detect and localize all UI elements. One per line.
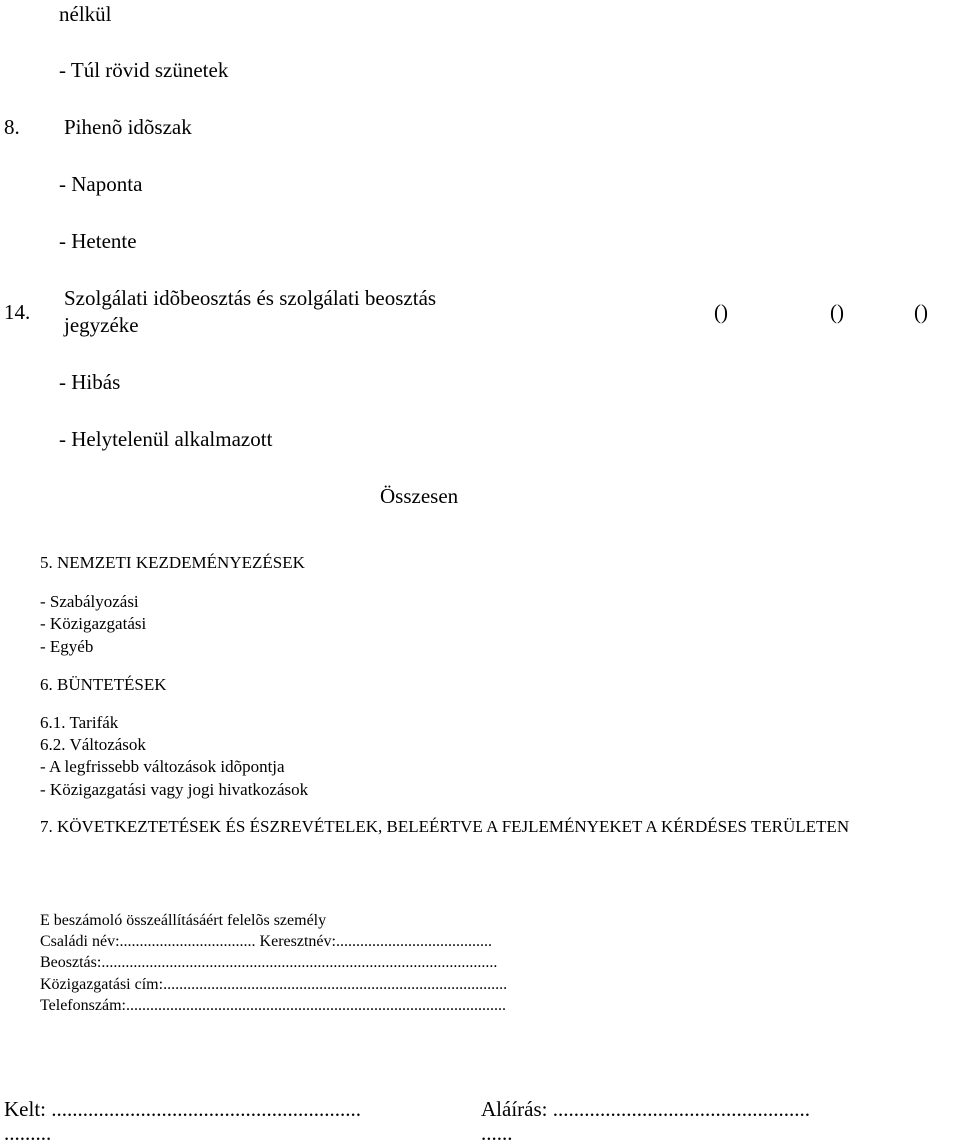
text-hetente: - Hetente: [59, 229, 137, 253]
text-nelkul: nélkül: [59, 2, 112, 26]
field-alairas-continued: ......: [481, 1121, 513, 1145]
section6-item-legfrissebb: - A legfrissebb változások idõpontja: [40, 757, 285, 776]
text-helytelenul-alkalmazott: - Helytelenül alkalmazott: [59, 427, 273, 451]
row-number-14: 14.: [4, 300, 31, 324]
responsible-title: E beszámoló összeállításáért felelõs személy: [40, 912, 327, 929]
field-kelt-continued: .........: [4, 1121, 52, 1145]
section5-item-kozigazgatasi: - Közigazgatási: [40, 614, 147, 633]
section5-heading: 5. NEMZETI KEZDEMÉNYEZÉSEK: [40, 553, 305, 572]
section6-item-hivatkozasok: - Közigazgatási vagy jogi hivatkozások: [40, 780, 309, 799]
row-number-8: 8.: [4, 115, 20, 139]
row14-value-col1: (): [714, 300, 728, 324]
text-naponta: - Naponta: [59, 172, 143, 196]
field-kelt: Kelt: ...........................................................: [4, 1097, 361, 1121]
field-phone: Telefonszám:...............................................................................................: [40, 997, 506, 1014]
row-label-piheno-idoszak: Pihenõ idõszak: [64, 115, 192, 139]
row-label-szolgalati-line2: jegyzéke: [64, 313, 139, 337]
section6-item-tarifak: 6.1. Tarifák: [40, 713, 119, 732]
text-tul-rovid-szunetek: - Túl rövid szünetek: [59, 58, 229, 82]
field-alairas: Aláírás: .................................................: [481, 1097, 810, 1121]
section6-item-valtozasok: 6.2. Változások: [40, 735, 146, 754]
section5-item-egyeb: - Egyéb: [40, 637, 94, 656]
total-label: Összesen: [380, 484, 459, 508]
row14-value-col2: (): [830, 300, 844, 324]
row14-value-col3: (): [914, 300, 928, 324]
text-hibas: - Hibás: [59, 370, 121, 394]
field-position: Beosztás:...................................................................................................: [40, 954, 498, 971]
section6-heading: 6. BÜNTETÉSEK: [40, 675, 167, 694]
field-family-name: Családi név:.................................. Keresztnév:.......................................: [40, 933, 492, 950]
field-address: Közigazgatási cím:......................................................................................: [40, 976, 508, 993]
row-label-szolgalati-line1: Szolgálati idõbeosztás és szolgálati beosztás: [64, 286, 437, 310]
section5-item-szabalyozasi: - Szabályozási: [40, 592, 139, 611]
section7-heading: 7. KÖVETKEZTETÉSEK ÉS ÉSZREVÉTELEK, BELEÉRTVE A FEJLEMÉNYEKET A KÉRDÉSES TERÜLETEN: [40, 817, 850, 836]
